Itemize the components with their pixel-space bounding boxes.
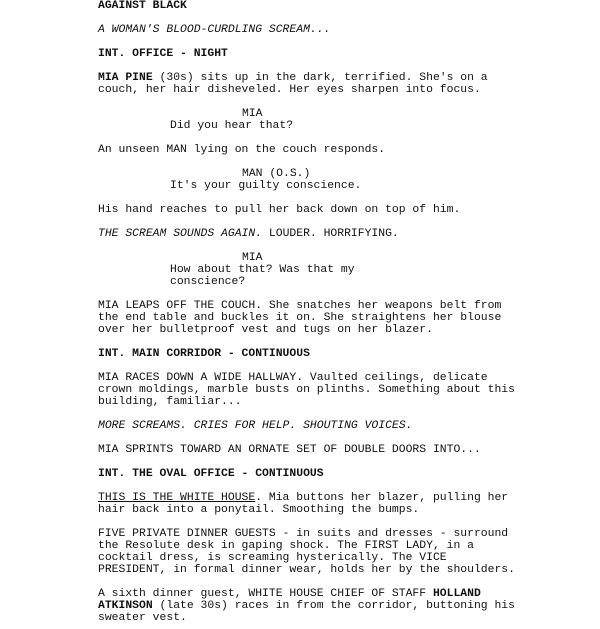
character-name-intro: MIA PINE	[98, 72, 153, 84]
character-cue: MIA	[242, 252, 263, 264]
action-line: cocktail dress, is screaming hysterically. The VICE	[98, 552, 447, 564]
scene-heading: INT. MAIN CORRIDOR - CONTINUOUS	[98, 348, 310, 360]
action-text: (30s) sits up in the dark, terrified. She's on a	[152, 72, 488, 84]
action-line	[98, 600, 515, 612]
character-name-intro: ATKINSON	[98, 600, 153, 612]
character-cue: MAN (O.S.)	[242, 168, 311, 180]
dialogue-line: Did you hear that?	[170, 120, 294, 132]
action-text: A sixth dinner guest, WHITE HOUSE CHIEF OF STAFF	[98, 588, 433, 600]
dialogue-line: conscience?	[170, 276, 246, 288]
action-line: His hand reaches to pull her back down on top of him.	[98, 204, 461, 216]
action-line: crown moldings, marble busts on plinths. Something about this	[98, 384, 515, 396]
action-line: couch, her hair disheveled. Her eyes sharpen into focus.	[98, 84, 481, 96]
action-line: the Resolute desk in gaping shock. The FIRST LADY, in a	[98, 540, 474, 552]
action-line	[98, 72, 488, 84]
action-line: MIA SPRINTS TOWARD AN ORNATE SET OF DOUBLE DOORS INTO...	[98, 444, 481, 456]
dialogue-line: How about that? Was that my	[170, 264, 355, 276]
action-line: the end table and buckles it on. She straightens her blouse	[98, 312, 502, 324]
action-line	[98, 228, 399, 240]
action-text: LOUDER. HORRIFYING.	[262, 228, 399, 240]
action-line: over her bulletproof vest and tugs on her blazer.	[98, 324, 433, 336]
action-line: A WOMAN'S BLOOD-CURDLING SCREAM...	[98, 24, 331, 36]
action-line: FIVE PRIVATE DINNER GUESTS - in suits and dresses - surround	[98, 528, 509, 540]
dialogue-line: It's your guilty conscience.	[170, 180, 362, 192]
transition-heading: AGAINST BLACK	[98, 0, 187, 12]
action-text-italic: THE SCREAM SOUNDS AGAIN.	[98, 228, 263, 240]
scene-heading: INT. OFFICE - NIGHT	[98, 48, 228, 60]
action-line: PRESIDENT, in formal dinner wear, holds her by the shoulders.	[98, 564, 515, 576]
action-line: MORE SCREAMS. CRIES FOR HELP. SHOUTING VOICES.	[98, 420, 413, 432]
character-name-intro: HOLLAND	[432, 588, 481, 600]
action-line: MIA LEAPS OFF THE COUCH. She snatches her weapons belt from	[98, 300, 502, 312]
character-cue: MIA	[242, 108, 263, 120]
action-line	[98, 492, 508, 504]
action-line: MIA RACES DOWN A WIDE HALLWAY. Vaulted ceilings, delicate	[98, 372, 488, 384]
action-text-underlined: THIS IS THE WHITE HOUSE	[98, 492, 256, 504]
scene-heading: INT. THE OVAL OFFICE - CONTINUOUS	[98, 468, 324, 480]
action-line: hair back into a ponytail. Smoothing the bumps.	[98, 504, 420, 516]
action-text: . Mia buttons her blazer, pulling her	[255, 492, 509, 504]
action-line	[98, 588, 481, 600]
action-line: An unseen MAN lying on the couch responds.	[98, 144, 386, 156]
action-line: building, familiar...	[98, 396, 242, 408]
action-text: (late 30s) races in from the corridor, buttoning his	[152, 600, 515, 612]
action-line: sweater vest.	[98, 612, 187, 624]
